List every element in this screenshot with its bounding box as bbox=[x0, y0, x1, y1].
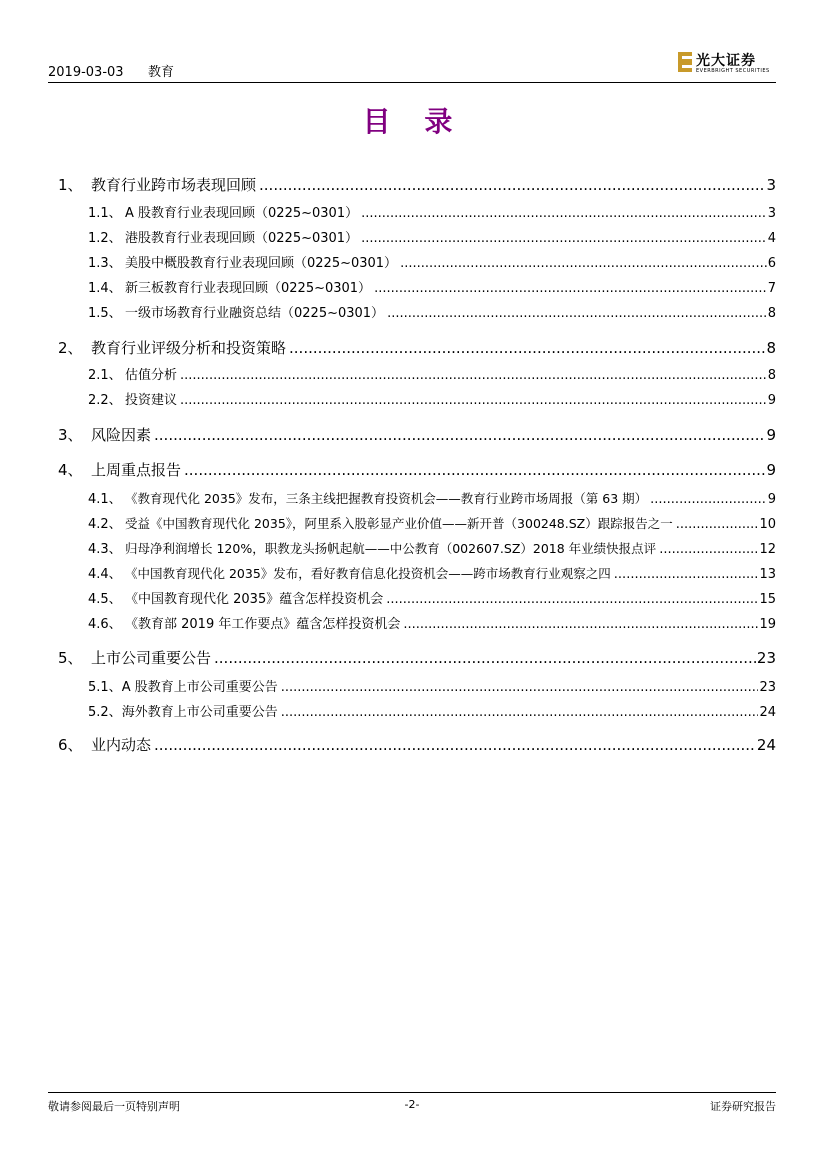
toc-entry-page: 9 bbox=[766, 461, 776, 479]
toc-entry-page: 9 bbox=[767, 393, 776, 408]
toc-entry-page: 8 bbox=[767, 368, 776, 383]
toc-entry-number: 5.2、 bbox=[88, 705, 122, 720]
toc-entry-number: 6、 bbox=[58, 736, 83, 754]
toc-entry[interactable] bbox=[88, 613, 776, 632]
toc-entry-page: 23 bbox=[759, 680, 776, 695]
report-date: 2019-03-03 bbox=[48, 65, 124, 80]
toc-entry-page: 24 bbox=[756, 736, 776, 754]
report-type: 证券研究报告 bbox=[710, 1100, 776, 1113]
toc-entry-title: 《中国教育现代化 2035》发布，看好教育信息化投资机会——跨市场教育行业观察之四 bbox=[125, 566, 611, 581]
page-number: -2- bbox=[404, 1098, 420, 1111]
toc-entry[interactable] bbox=[88, 227, 776, 246]
toc-leader-dots bbox=[659, 542, 758, 557]
toc-entry-title: 上周重点报告 bbox=[91, 461, 182, 479]
toc-leader-dots bbox=[387, 306, 767, 321]
disclaimer-note: 敬请参阅最后一页特别声明 bbox=[48, 1100, 180, 1113]
toc-entry-number: 5、 bbox=[58, 649, 83, 667]
toc-entry[interactable] bbox=[88, 488, 776, 507]
toc-entry[interactable] bbox=[58, 647, 776, 668]
toc-leader-dots bbox=[361, 206, 767, 221]
toc-leader-dots bbox=[180, 393, 767, 408]
toc-entry[interactable] bbox=[58, 424, 776, 445]
toc-entry-title: A 股教育上市公司重要公告 bbox=[121, 680, 278, 695]
toc-entry-page: 13 bbox=[759, 567, 776, 582]
toc-entry-title: 海外教育上市公司重要公告 bbox=[121, 705, 278, 720]
toc-entry-title: 《中国教育现代化 2035》蕴含怎样投资机会 bbox=[125, 592, 384, 607]
report-category: 教育 bbox=[148, 65, 175, 80]
toc-leader-dots bbox=[154, 426, 765, 444]
toc-entry[interactable] bbox=[88, 364, 776, 383]
toc-leader-dots bbox=[289, 339, 765, 357]
toc-entry[interactable] bbox=[58, 734, 776, 755]
toc-entry-number: 2、 bbox=[58, 339, 83, 357]
logo-subtitle: EVERBRIGHT SECURITIES bbox=[696, 68, 770, 74]
toc-entry[interactable] bbox=[88, 538, 776, 557]
toc-entry-number: 1、 bbox=[58, 176, 83, 194]
toc-leader-dots bbox=[259, 176, 765, 194]
toc-entry[interactable] bbox=[88, 202, 776, 221]
logo-name: 光大证券 bbox=[696, 53, 756, 69]
toc-entry[interactable] bbox=[88, 302, 776, 321]
toc-entry-title: 《教育部 2019 年工作要点》蕴含怎样投资机会 bbox=[125, 617, 401, 632]
toc-entry[interactable] bbox=[88, 389, 776, 408]
toc-entry-number: 3、 bbox=[58, 426, 83, 444]
toc-entry-page: 19 bbox=[759, 617, 776, 632]
toc-entry-title: 业内动态 bbox=[91, 736, 152, 754]
toc-leader-dots bbox=[650, 492, 767, 507]
toc-entry-title: 《教育现代化 2035》发布，三条主线把握教育投资机会——教育行业跨市场周报（第 63 期） bbox=[125, 491, 648, 506]
toc-leader-dots bbox=[361, 231, 767, 246]
toc-entry-number: 5.1、 bbox=[88, 680, 122, 695]
toc-entry-number: 4.1、 bbox=[88, 492, 122, 507]
toc-entry-title: 美股中概股教育行业表现回顾（0225~0301） bbox=[125, 256, 398, 271]
toc-entry-title: 投资建议 bbox=[125, 393, 178, 408]
toc-entry-number: 1.1、 bbox=[88, 206, 122, 221]
toc-entry-page: 3 bbox=[766, 176, 776, 194]
toc-entry-number: 4.5、 bbox=[88, 592, 122, 607]
toc-leader-dots bbox=[184, 461, 765, 479]
toc-leader-dots bbox=[180, 368, 767, 383]
toc-entry-title: 港股教育行业表现回顾（0225~0301） bbox=[125, 231, 359, 246]
toc-entry-number: 1.3、 bbox=[88, 256, 122, 271]
toc-entry-page: 12 bbox=[759, 542, 776, 557]
toc-entry-title: 一级市场教育行业融资总结（0225~0301） bbox=[125, 306, 385, 321]
toc-entry-title: 归母净利润增长 120%，职教龙头扬帆起航——中公教育（002607.SZ）2018 年业绩快报点评 bbox=[125, 541, 657, 556]
toc-entry-number: 1.4、 bbox=[88, 281, 122, 296]
toc-entry-number: 1.2、 bbox=[88, 231, 122, 246]
toc-entry[interactable] bbox=[88, 277, 776, 296]
toc-entry-page: 3 bbox=[767, 206, 776, 221]
toc-entry-number: 4、 bbox=[58, 461, 83, 479]
toc-entry-page: 9 bbox=[767, 492, 776, 507]
company-logo bbox=[678, 50, 774, 76]
toc-entry[interactable] bbox=[88, 513, 776, 532]
toc-entry[interactable] bbox=[58, 337, 776, 358]
toc-entry-title: 估值分析 bbox=[125, 368, 178, 383]
toc-leader-dots bbox=[386, 592, 758, 607]
toc-entry-title: 教育行业跨市场表现回顾 bbox=[91, 176, 257, 194]
toc-entry[interactable] bbox=[58, 174, 776, 195]
toc-entry-page: 4 bbox=[767, 231, 776, 246]
toc-leader-dots bbox=[403, 617, 758, 632]
toc-entry-page: 7 bbox=[767, 281, 776, 296]
toc-title: 目 录 bbox=[362, 105, 465, 138]
toc-entry-title: 风险因素 bbox=[91, 426, 152, 444]
toc-entry-number: 1.5、 bbox=[88, 306, 122, 321]
toc-entry-page: 10 bbox=[759, 517, 776, 532]
toc-leader-dots bbox=[281, 705, 759, 720]
toc-entry[interactable] bbox=[88, 252, 776, 271]
toc-entry-number: 4.4、 bbox=[88, 567, 122, 582]
toc-entry-title: 上市公司重要公告 bbox=[91, 649, 212, 667]
toc-entry[interactable] bbox=[88, 701, 776, 720]
toc-entry[interactable] bbox=[88, 563, 776, 582]
toc-leader-dots bbox=[214, 649, 756, 667]
toc-entry-title: A 股教育行业表现回顾（0225~0301） bbox=[125, 206, 359, 221]
page-header bbox=[48, 50, 776, 83]
page-footer bbox=[48, 1092, 776, 1113]
toc-entry-title: 受益《中国教育现代化 2035》，阿里系入股彰显产业价值——新开普（300248.SZ）跟踪报告之一 bbox=[125, 516, 673, 531]
toc-entry[interactable] bbox=[88, 588, 776, 607]
toc-entry-page: 24 bbox=[759, 705, 776, 720]
toc-leader-dots bbox=[676, 517, 759, 532]
toc-entry-page: 6 bbox=[767, 256, 776, 271]
toc-leader-dots bbox=[614, 567, 759, 582]
toc-entry-title: 新三板教育行业表现回顾（0225~0301） bbox=[125, 281, 372, 296]
toc-entry-page: 23 bbox=[756, 649, 776, 667]
toc-entry[interactable] bbox=[58, 459, 776, 480]
toc-entry-number: 4.2、 bbox=[88, 517, 122, 532]
toc-entry-number: 2.2、 bbox=[88, 393, 122, 408]
toc-entry-page: 8 bbox=[767, 306, 776, 321]
toc-entry-page: 8 bbox=[766, 339, 776, 357]
toc-entry-number: 4.6、 bbox=[88, 617, 122, 632]
toc-leader-dots bbox=[281, 680, 759, 695]
toc-entry-title: 教育行业评级分析和投资策略 bbox=[91, 339, 287, 357]
toc-entry-number: 2.1、 bbox=[88, 368, 122, 383]
toc-leader-dots bbox=[400, 256, 767, 271]
toc-entry-number: 4.3、 bbox=[88, 542, 122, 557]
toc-entry[interactable] bbox=[88, 676, 776, 695]
toc-leader-dots bbox=[154, 736, 756, 754]
logo-mark-icon bbox=[678, 52, 692, 72]
toc-entry-page: 15 bbox=[759, 592, 776, 607]
toc-leader-dots bbox=[374, 281, 767, 296]
toc-entry-page: 9 bbox=[766, 426, 776, 444]
